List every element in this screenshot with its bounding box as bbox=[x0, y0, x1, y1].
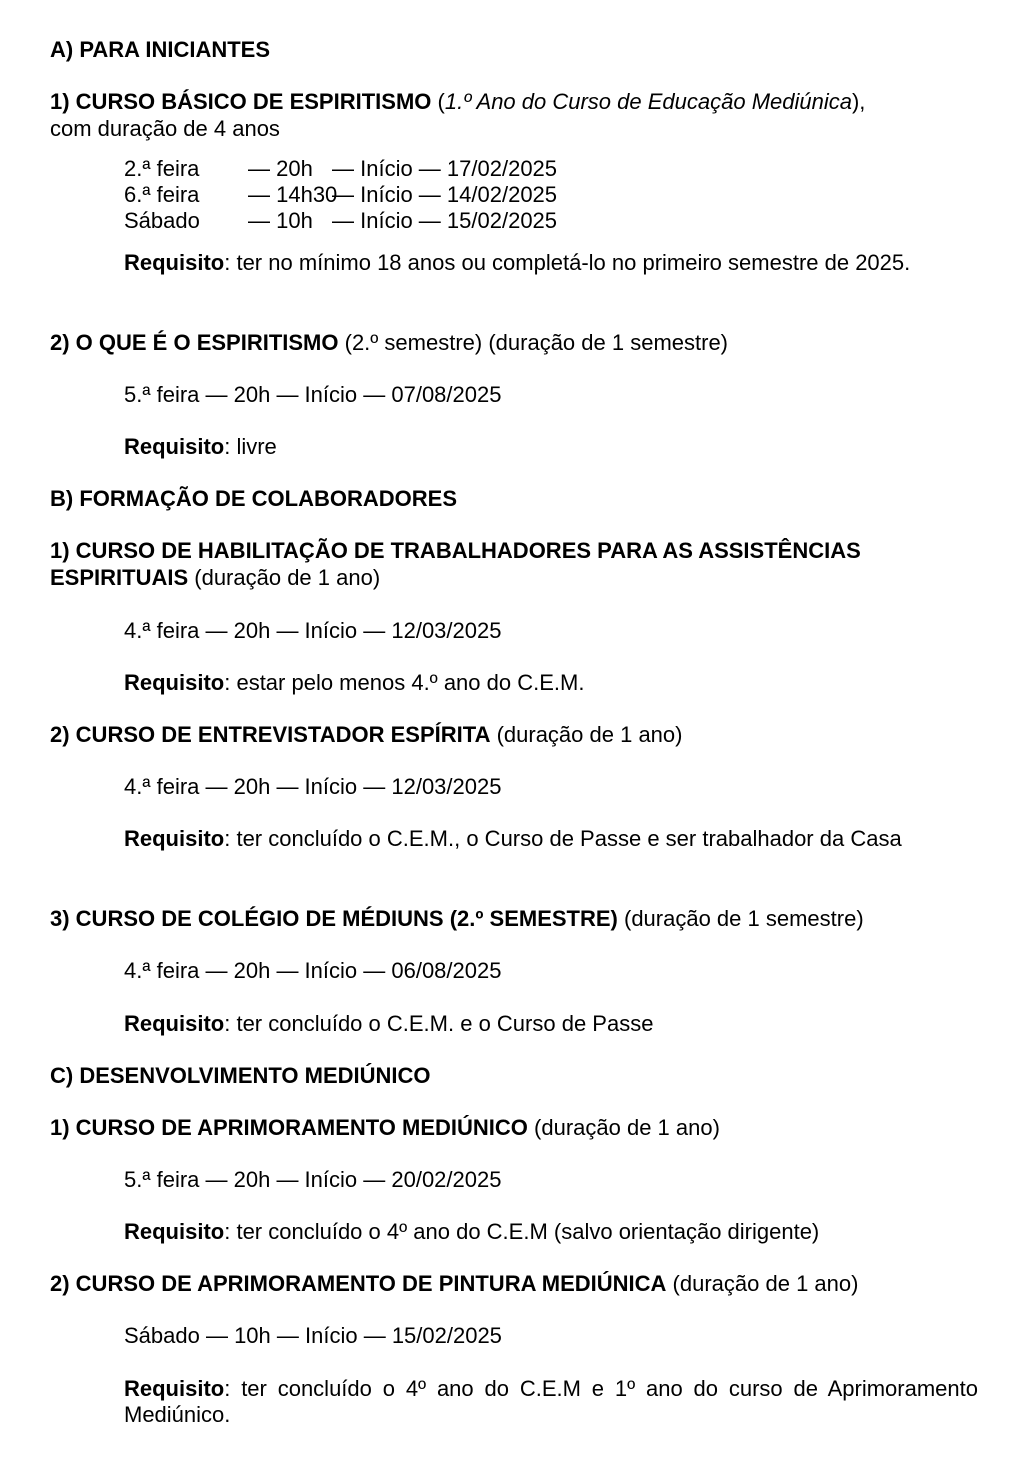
requirement-text: : ter concluído o C.E.M. e o Curso de Passe bbox=[224, 1011, 654, 1036]
course-note-italic: 1.º Ano do Curso de Educação Mediúnica bbox=[444, 89, 852, 114]
requirement bbox=[124, 1376, 978, 1428]
requirement-text: : ter concluído o 4º ano do C.E.M e 1º ano do curso de Aprimoramento Mediúnico. bbox=[124, 1376, 978, 1427]
course-note-close: ), bbox=[851, 89, 866, 114]
requirement-text: : ter concluído o C.E.M., o Curso de Passe e ser trabalhador da Casa bbox=[224, 826, 902, 851]
course-title-colegio bbox=[50, 906, 864, 932]
course-name: ESPIRITUAIS bbox=[50, 565, 189, 590]
schedule: 5.ª feira — 20h — Início — 20/02/2025 bbox=[124, 1167, 502, 1192]
course-note: (duração de 1 semestre) bbox=[617, 906, 864, 931]
schedule: Sábado — 10h — Início — 15/02/2025 bbox=[124, 1323, 502, 1348]
requirement-text: : livre bbox=[224, 434, 277, 459]
course-note: (duração de 1 ano) bbox=[188, 565, 381, 590]
schedule-day: 2.ª feira bbox=[124, 156, 200, 181]
schedule: 4.ª feira — 20h — Início — 12/03/2025 bbox=[124, 774, 502, 799]
requirement-label: Requisito bbox=[124, 826, 225, 851]
requirement bbox=[124, 1011, 653, 1037]
section-heading-a: A) PARA INICIANTES bbox=[50, 37, 270, 62]
requirement-text: : ter concluído o 4º ano do C.E.M (salvo orientação dirigente) bbox=[224, 1219, 820, 1244]
course-note: (2.º semestre) (duração de 1 semestre) bbox=[338, 330, 729, 355]
requirement bbox=[124, 670, 584, 696]
requirement-label: Requisito bbox=[124, 1376, 225, 1401]
course-note: (duração de 1 ano) bbox=[666, 1271, 859, 1296]
schedule-start: — Início — 15/02/2025 bbox=[332, 208, 558, 233]
schedule: 4.ª feira — 20h — Início — 12/03/2025 bbox=[124, 618, 502, 643]
course-name: 1) CURSO BÁSICO DE ESPIRITISMO bbox=[50, 89, 432, 114]
schedule: 4.ª feira — 20h — Início — 06/08/2025 bbox=[124, 958, 502, 983]
schedule-time: — 14h30 bbox=[248, 182, 338, 207]
schedule-day: 6.ª feira bbox=[124, 182, 200, 207]
course-name: 2) O QUE É O ESPIRITISMO bbox=[50, 330, 339, 355]
requirement-label: Requisito bbox=[124, 250, 225, 275]
schedule-day: Sábado bbox=[124, 208, 200, 233]
requirement-label: Requisito bbox=[124, 670, 225, 695]
course-title-aprimoramento bbox=[50, 1115, 720, 1141]
course-title-habilitacao: 1) CURSO DE HABILITAÇÃO DE TRABALHADORES PARA AS ASSISTÊNCIAS bbox=[50, 538, 861, 563]
requirement bbox=[124, 826, 978, 852]
schedule-time: — 20h bbox=[248, 156, 313, 181]
course-note: (duração de 1 ano) bbox=[490, 722, 683, 747]
requirement-label: Requisito bbox=[124, 1011, 225, 1036]
requirement-label: Requisito bbox=[124, 1219, 225, 1244]
course-name: 1) CURSO DE APRIMORAMENTO MEDIÚNICO bbox=[50, 1115, 528, 1140]
requirement-text: : ter no mínimo 18 anos ou completá-lo no primeiro semestre de 2025. bbox=[224, 250, 911, 275]
section-heading-c: C) DESENVOLVIMENTO MEDIÚNICO bbox=[50, 1063, 431, 1088]
schedule-start: — Início — 17/02/2025 bbox=[332, 156, 558, 181]
requirement bbox=[124, 1219, 819, 1245]
section-heading-b: B) FORMAÇÃO DE COLABORADORES bbox=[50, 486, 457, 511]
course-note: (duração de 1 ano) bbox=[527, 1115, 720, 1140]
course-title-pintura bbox=[50, 1271, 858, 1297]
course-note-open: ( bbox=[431, 89, 445, 114]
schedule-row bbox=[124, 182, 557, 208]
course-name: 2) CURSO DE ENTREVISTADOR ESPÍRITA bbox=[50, 722, 491, 747]
requirement-text: : estar pelo menos 4.º ano do C.E.M. bbox=[224, 670, 585, 695]
schedule-time: — 10h bbox=[248, 208, 313, 233]
schedule-start: — Início — 14/02/2025 bbox=[332, 182, 558, 207]
course-title-entrevistador bbox=[50, 722, 682, 748]
course-title-basico bbox=[50, 89, 865, 115]
schedule: 5.ª feira — 20h — Início — 07/08/2025 bbox=[124, 382, 502, 407]
requirement bbox=[124, 434, 277, 460]
course-title-o-que-e bbox=[50, 330, 728, 356]
course-name: 2) CURSO DE APRIMORAMENTO DE PINTURA MEDIÚNICA bbox=[50, 1271, 667, 1296]
schedule-row bbox=[124, 156, 557, 182]
course-name: 3) CURSO DE COLÉGIO DE MÉDIUNS (2.º SEMESTRE) bbox=[50, 906, 618, 931]
schedule-row bbox=[124, 208, 557, 234]
requirement-label: Requisito bbox=[124, 434, 225, 459]
course-duration: com duração de 4 anos bbox=[50, 116, 280, 141]
schedule-list bbox=[124, 156, 557, 234]
requirement bbox=[124, 250, 978, 276]
course-title-habilitacao-line2 bbox=[50, 565, 380, 591]
